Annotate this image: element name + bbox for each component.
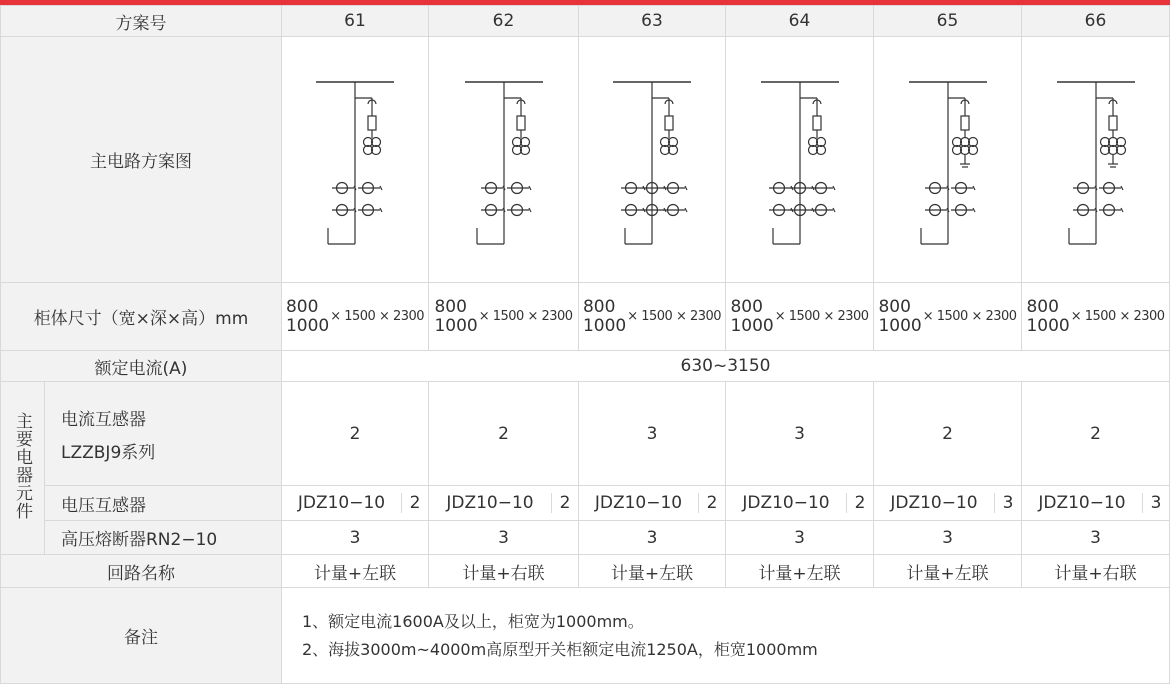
circuit-diagram	[282, 38, 428, 282]
depth-height: × 1500 × 2300	[1070, 309, 1165, 324]
diagram-cell	[579, 37, 726, 283]
scheme-66: 66	[1022, 6, 1170, 37]
main-components-label: 主要电器元件	[1, 382, 45, 555]
diagram-cell	[1022, 37, 1170, 283]
scheme-63: 63	[579, 6, 726, 37]
ct-symbol-mark	[685, 186, 687, 190]
pt-label: 电压互感器	[45, 486, 282, 521]
depth-height: × 1500 × 2300	[330, 309, 425, 324]
diagram-cell	[874, 37, 1022, 283]
ct-symbol-mark	[529, 208, 531, 212]
ct-count: 3	[726, 382, 874, 486]
notes-label: 备注	[1, 588, 282, 684]
circuit-diagram	[727, 38, 873, 282]
note-line-2: 2、海拔3000m~4000m高原型开关柜额定电流1250A，柜宽1000mm	[302, 639, 818, 659]
fuse-symbol	[665, 116, 673, 130]
ct-count: 2	[1022, 382, 1170, 486]
circuit-name: 计量+左联	[726, 555, 874, 588]
ct-symbol-mark	[833, 208, 835, 212]
width-bottom: 1000	[582, 315, 627, 336]
circuit-name: 计量+左联	[282, 555, 429, 588]
fuse-symbol	[813, 116, 821, 130]
circuit-name: 计量+左联	[874, 555, 1022, 588]
fuse-symbol	[517, 116, 525, 130]
scheme-62: 62	[429, 6, 579, 37]
rated-current-value: 630~3150	[282, 351, 1170, 382]
pt-count: 3	[994, 493, 1021, 513]
diagram-cell	[282, 37, 429, 283]
pt-cell	[579, 486, 726, 521]
fuse-symbol	[368, 116, 376, 130]
ct-symbol-mark	[1121, 208, 1123, 212]
fuse-count: 3	[429, 521, 579, 555]
fuse-label: 高压熔断器RN2−10	[45, 521, 282, 555]
ct-count: 2	[874, 382, 1022, 486]
ct-label: 电流互感器 LZZBJ9系列	[45, 382, 282, 486]
pt-cell	[1022, 486, 1170, 521]
pt-model: JDZ10−10	[297, 493, 386, 513]
ct-symbol-mark	[973, 208, 975, 212]
dimension-row	[1, 283, 1170, 351]
ct-symbol-mark	[529, 186, 531, 190]
fuse-count: 3	[726, 521, 874, 555]
fuse-count: 3	[1022, 521, 1170, 555]
pt-model: JDZ10−10	[446, 493, 534, 513]
pt-count: 3	[1142, 493, 1169, 513]
width-top: 800	[285, 296, 319, 317]
pt-model: JDZ10−10	[742, 493, 830, 513]
depth-height: × 1500 × 2300	[478, 309, 573, 324]
circuit-name: 计量+左联	[579, 555, 726, 588]
ct-symbol-mark	[380, 208, 382, 212]
circuit-name: 计量+右联	[429, 555, 579, 588]
width-bottom: 1000	[878, 315, 922, 336]
dimension-label: 柜体尺寸（宽×深×高）mm	[1, 283, 282, 351]
pt-cell	[874, 486, 1022, 521]
pt-cell	[726, 486, 874, 521]
note-line-1: 1、额定电流1600A及以上，柜宽为1000mm。	[302, 611, 644, 631]
ct-symbol-mark	[1121, 186, 1123, 190]
dimension-cell	[282, 283, 429, 351]
pt-count: 2	[698, 493, 725, 513]
circuit-diagram	[1023, 38, 1169, 282]
ct-count: 3	[579, 382, 726, 486]
circuit-name-row	[1, 555, 1170, 588]
width-top: 800	[1026, 296, 1059, 317]
fuse-symbol	[961, 116, 969, 130]
notes-content	[282, 588, 1170, 684]
header-row	[1, 6, 1170, 37]
diagram-cell	[726, 37, 874, 283]
circuit-name: 计量+右联	[1022, 555, 1170, 588]
circuit-diagram	[875, 38, 1021, 282]
width-top: 800	[730, 296, 763, 317]
ct-symbol-mark	[685, 208, 687, 212]
rated-current-label: 额定电流(A)	[1, 351, 282, 382]
ct-symbol-mark	[380, 186, 382, 190]
ct-symbol-mark	[973, 186, 975, 190]
width-bottom: 1000	[1026, 315, 1070, 336]
dimension-cell	[726, 283, 874, 351]
pt-cell	[282, 486, 429, 521]
scheme-number-label: 方案号	[1, 6, 282, 37]
circuit-name-label: 回路名称	[1, 555, 282, 588]
pt-row	[1, 486, 1170, 521]
pt-model: JDZ10−10	[890, 493, 978, 513]
depth-height: × 1500 × 2300	[774, 309, 869, 324]
ct-symbol-mark	[833, 186, 835, 190]
pt-cell	[429, 486, 579, 521]
dimension-cell	[874, 283, 1022, 351]
width-bottom: 1000	[730, 315, 774, 336]
notes-row	[1, 588, 1170, 684]
ct-row	[1, 382, 1170, 486]
ct-count: 2	[282, 382, 429, 486]
depth-height: × 1500 × 2300	[627, 309, 722, 324]
dimension-cell	[429, 283, 579, 351]
width-top: 800	[434, 296, 467, 317]
width-top: 800	[582, 296, 616, 317]
fuse-count: 3	[282, 521, 429, 555]
scheme-64: 64	[726, 6, 874, 37]
fuse-count: 3	[579, 521, 726, 555]
pt-count: 2	[401, 493, 428, 513]
diagram-row	[1, 37, 1170, 283]
scheme-table	[0, 5, 1170, 684]
scheme-61: 61	[282, 6, 429, 37]
scheme-65: 65	[874, 6, 1022, 37]
dimension-cell	[1022, 283, 1170, 351]
circuit-diagram	[431, 38, 577, 282]
rated-current-row	[1, 351, 1170, 382]
diagram-cell	[429, 37, 579, 283]
depth-height: × 1500 × 2300	[922, 309, 1017, 324]
ct-count: 2	[429, 382, 579, 486]
width-bottom: 1000	[285, 315, 330, 336]
pt-model: JDZ10−10	[594, 493, 683, 513]
width-top: 800	[878, 296, 911, 317]
fuse-count: 3	[874, 521, 1022, 555]
main-circuit-label: 主电路方案图	[1, 37, 282, 283]
circuit-diagram	[579, 38, 725, 282]
pt-count: 2	[551, 493, 578, 513]
dimension-cell	[579, 283, 726, 351]
pt-count: 2	[846, 493, 873, 513]
pt-model: JDZ10−10	[1038, 493, 1126, 513]
width-bottom: 1000	[434, 315, 478, 336]
fuse-row	[1, 521, 1170, 555]
fuse-symbol	[1109, 116, 1117, 130]
